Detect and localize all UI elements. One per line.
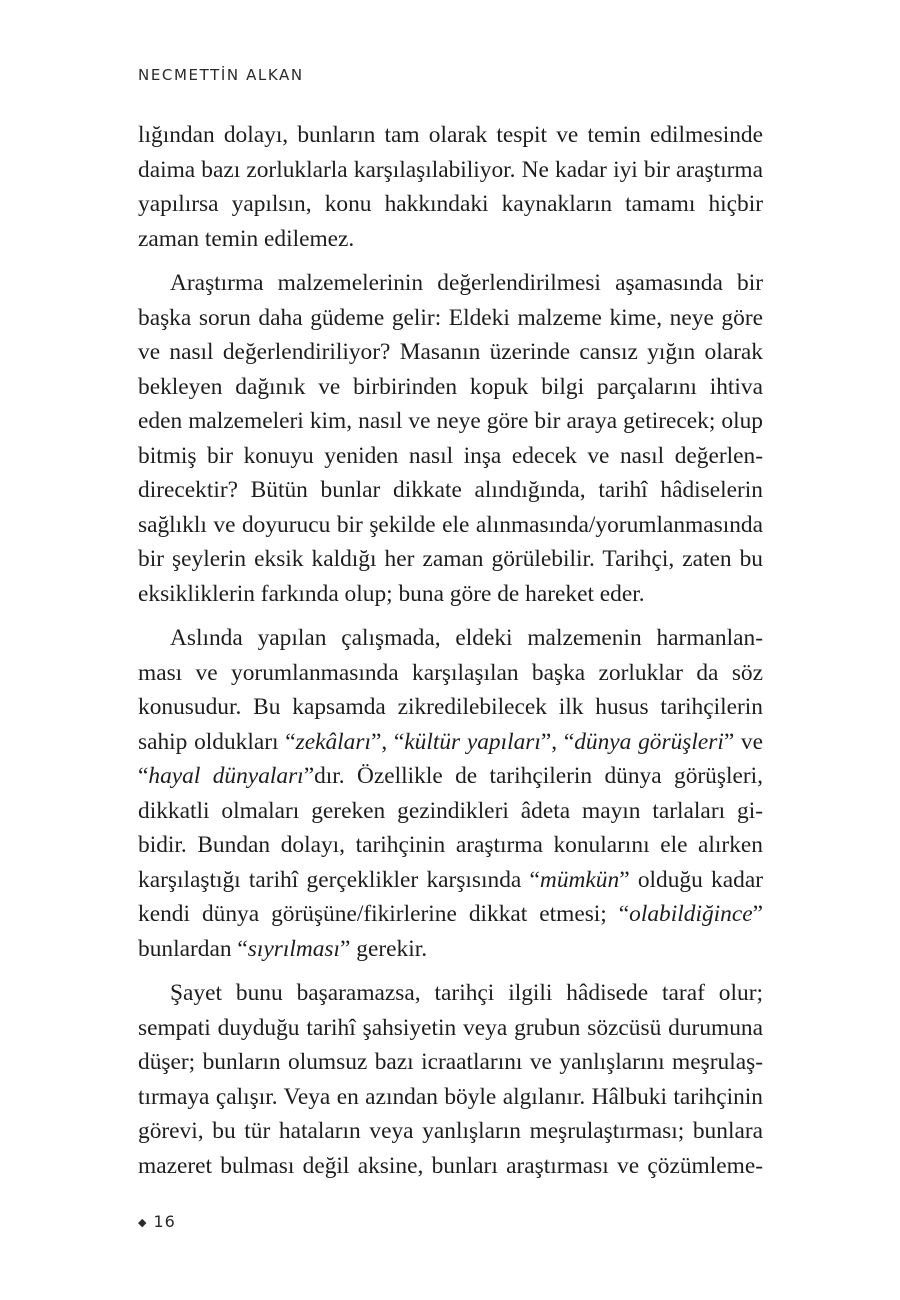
italic-term: hayal dünyaları [148, 763, 304, 789]
text-line: görevi, bu tür hataların veya yanlışların meşrulaştırması; bunlara [138, 1118, 763, 1144]
text-line: başka sorun daha güdeme gelir: Eldeki malzeme kime, neye göre [138, 304, 763, 331]
page-number: 16 [153, 1212, 176, 1231]
text-line: sempati duyduğu tarihî şahsiyetin veya grubun sözcüsü durumuna [138, 1014, 763, 1041]
paragraph-4 [138, 976, 763, 1183]
text-line: “hayal dünyaları”dır. Özellikle de tarihçilerin dünya görüşleri, [138, 763, 763, 789]
text-line: kendi dünya görüşüne/fikirlerine dikkat etmesi; “olabildiğince” [138, 901, 763, 927]
text-line: eden malzemeleri kim, nasıl ve neye göre bir araya getirecek; olup [138, 408, 763, 434]
text-line: dikkatli olmaları gereken gezindikleri âdeta mayın tarlaları gi- [138, 797, 763, 824]
text-line: lığından dolayı, bunların tam olarak tespit ve temin edilmesinde [138, 122, 763, 148]
text-line: mazeret bulması değil aksine, bunları araştırması ve çözümleme- [138, 1152, 763, 1179]
paragraph-1 [138, 118, 763, 256]
text-line: daima bazı zorluklarla karşılaşılabiliyor. Ne kadar iyi bir araştırma [138, 156, 763, 183]
diamond-bullet-icon: ◆ [138, 1216, 148, 1229]
page-footer [138, 1212, 176, 1231]
italic-term: dünya görüşleri [574, 728, 724, 755]
text-line: yapılırsa yapılsın, konu hakkındaki kaynakların tamamı hiçbir [138, 191, 763, 217]
text-line: bitmiş bir konuyu yeniden nasıl inşa edecek ve nasıl değerlen- [138, 442, 763, 469]
text-line: bidir. Bundan dolayı, tarihçinin araştırma konularını ele alırken [138, 832, 763, 858]
text-line: ve nasıl değerlendiriliyor? Masanın üzerinde cansız yığın olarak [138, 339, 763, 365]
text-line: bunlardan “sıyrılması” gerekir. [138, 935, 428, 962]
italic-term: sıyrılması [247, 935, 341, 962]
italic-term: kültür yapıları [404, 728, 541, 755]
italic-term: mümkün [539, 866, 620, 893]
text-line: karşılaştığı tarihî gerçeklikler karşısında “mümkün” olduğu kadar [138, 866, 763, 893]
text-line: sağlıklı ve doyurucu bir şekilde ele alınmasında/yorumlanmasında [138, 511, 763, 538]
text-line: Aslında yapılan çalışmada, eldeki malzemenin harmanlan- [170, 625, 763, 651]
body-text [138, 118, 763, 1183]
text-line: Araştırma malzemelerinin değerlendirilmesi aşamasında bir [170, 270, 763, 296]
italic-term: olabildiğince [629, 901, 753, 927]
text-line: düşer; bunların olumsuz bazı icraatlarını ve yanlışlarını meşrulaş- [138, 1049, 763, 1075]
text-line: bekleyen dağınık ve birbirinden kopuk bilgi parçalarını ihtiva [138, 373, 763, 400]
text-line: direcektir? Bütün bunlar dikkate alındığında, tarihî hâdiselerin [138, 477, 763, 503]
text-line: tırmaya çalışır. Veya en azından böyle algılanır. Hâlbuki tarihçinin [138, 1083, 763, 1110]
text-line: sahip oldukları “zekâları”, “kültür yapıları”, “dünya görüşleri” ve [138, 728, 764, 755]
text-line: bir şeylerin eksik kaldığı her zaman görülebilir. Tarihçi, zaten bu [138, 546, 763, 572]
running-head: NECMETTİN ALKAN [138, 66, 304, 84]
text-line: ması ve yorumlanmasında karşılaşılan başka zorluklar da söz [138, 659, 763, 686]
paragraph-2 [138, 266, 763, 611]
text-line: zaman temin edilemez. [138, 225, 355, 252]
text-line: eksikliklerin farkında olup; buna göre de hareket eder. [138, 580, 645, 607]
paragraph-3 [138, 621, 763, 966]
italic-term: zekâları [295, 728, 371, 755]
text-line: Şayet bunu başaramazsa, tarihçi ilgili hâdisede taraf olur; [170, 980, 763, 1006]
text-line: konusudur. Bu kapsamda zikredilebilecek ilk husus tarihçilerin [138, 694, 763, 720]
